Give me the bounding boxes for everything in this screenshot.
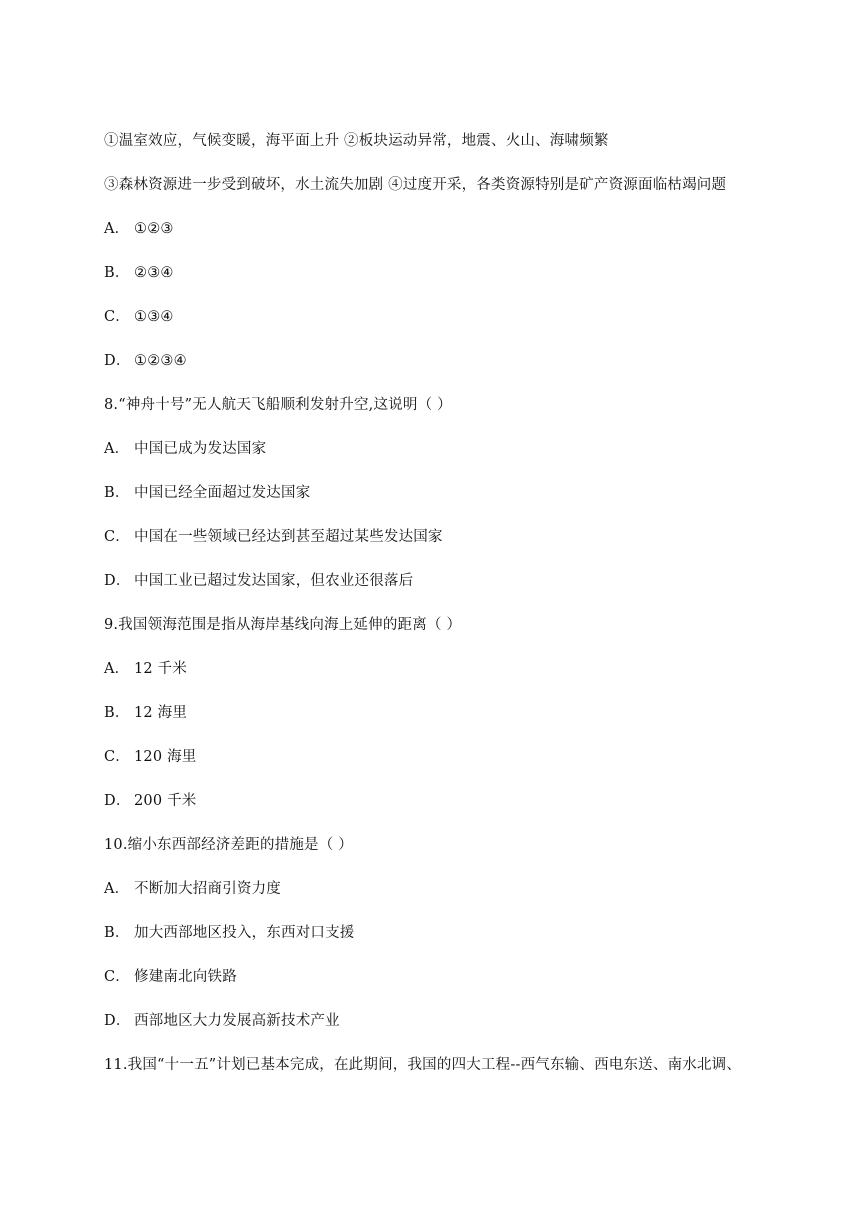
option-text: ①②③ — [134, 221, 174, 237]
question-11 — [104, 1055, 741, 1075]
statement-text: ③森林资源进一步受到破坏，水土流失加剧 ④过度开采，各类资源特别是矿产资源面临枯竭问题 — [104, 177, 727, 193]
option-letter: B． — [104, 265, 130, 281]
option-c — [104, 307, 174, 327]
option-text: 不断加大招商引资力度 — [134, 881, 281, 897]
option-text: 12 千米 — [134, 661, 188, 677]
option-text: 12 海里 — [134, 705, 188, 721]
option-text: 120 海里 — [134, 749, 197, 765]
statement-line-1 — [104, 131, 609, 151]
option-text: ①③④ — [134, 309, 174, 325]
option-d — [104, 571, 413, 591]
statement-line-2 — [104, 175, 726, 195]
option-text: 西部地区大力发展高新技术产业 — [134, 1013, 340, 1029]
option-c — [104, 527, 443, 547]
option-letter: D． — [104, 353, 131, 369]
option-text: 修建南北向铁路 — [134, 969, 237, 985]
question-text: 9.我国领海范围是指从海岸基线向海上延伸的距离（ ） — [104, 617, 462, 633]
option-text: 中国在一些领域已经达到甚至超过某些发达国家 — [134, 529, 443, 545]
question-text: 10.缩小东西部经济差距的措施是（ ） — [104, 837, 353, 853]
question-text: 8.“神舟十号”无人航天飞船顺利发射升空,这说明（ ） — [104, 397, 452, 413]
option-c — [104, 747, 197, 767]
option-a — [104, 219, 174, 239]
option-b — [104, 923, 355, 943]
option-d — [104, 1011, 340, 1031]
option-letter: A． — [104, 221, 130, 237]
option-b — [104, 703, 187, 723]
option-c — [104, 967, 237, 987]
option-letter: A． — [104, 881, 130, 897]
option-b — [104, 263, 174, 283]
option-letter: A． — [104, 441, 130, 457]
option-letter: D． — [104, 793, 131, 809]
option-text: ①②③④ — [134, 353, 187, 369]
option-letter: C． — [104, 309, 130, 325]
option-text: 中国已成为发达国家 — [134, 441, 267, 457]
option-text: 中国工业已超过发达国家，但农业还很落后 — [134, 573, 414, 589]
option-letter: B． — [104, 705, 130, 721]
question-10 — [104, 835, 353, 855]
option-a — [104, 659, 187, 679]
option-d — [104, 351, 187, 371]
option-letter: A． — [104, 661, 130, 677]
option-letter: C． — [104, 969, 130, 985]
option-d — [104, 791, 197, 811]
statement-text: ①温室效应，气候变暖，海平面上升 ②板块运动异常，地震、火山、海啸频繁 — [104, 133, 609, 149]
option-letter: C． — [104, 529, 130, 545]
option-text: 加大西部地区投入，东西对口支援 — [134, 925, 355, 941]
option-letter: D． — [104, 573, 131, 589]
option-letter: C． — [104, 749, 130, 765]
option-b — [104, 483, 310, 503]
option-text: ②③④ — [134, 265, 174, 281]
question-8 — [104, 395, 452, 415]
option-letter: B． — [104, 925, 130, 941]
option-letter: D． — [104, 1013, 131, 1029]
question-9 — [104, 615, 461, 635]
option-a — [104, 439, 266, 459]
option-letter: B． — [104, 485, 130, 501]
question-text: 11.我国“十一五”计划已基本完成，在此期间，我国的四大工程--西气东输、西电东送、南水北调、 — [104, 1057, 742, 1073]
option-a — [104, 879, 281, 899]
option-text: 中国已经全面超过发达国家 — [134, 485, 311, 501]
option-text: 200 千米 — [134, 793, 197, 809]
